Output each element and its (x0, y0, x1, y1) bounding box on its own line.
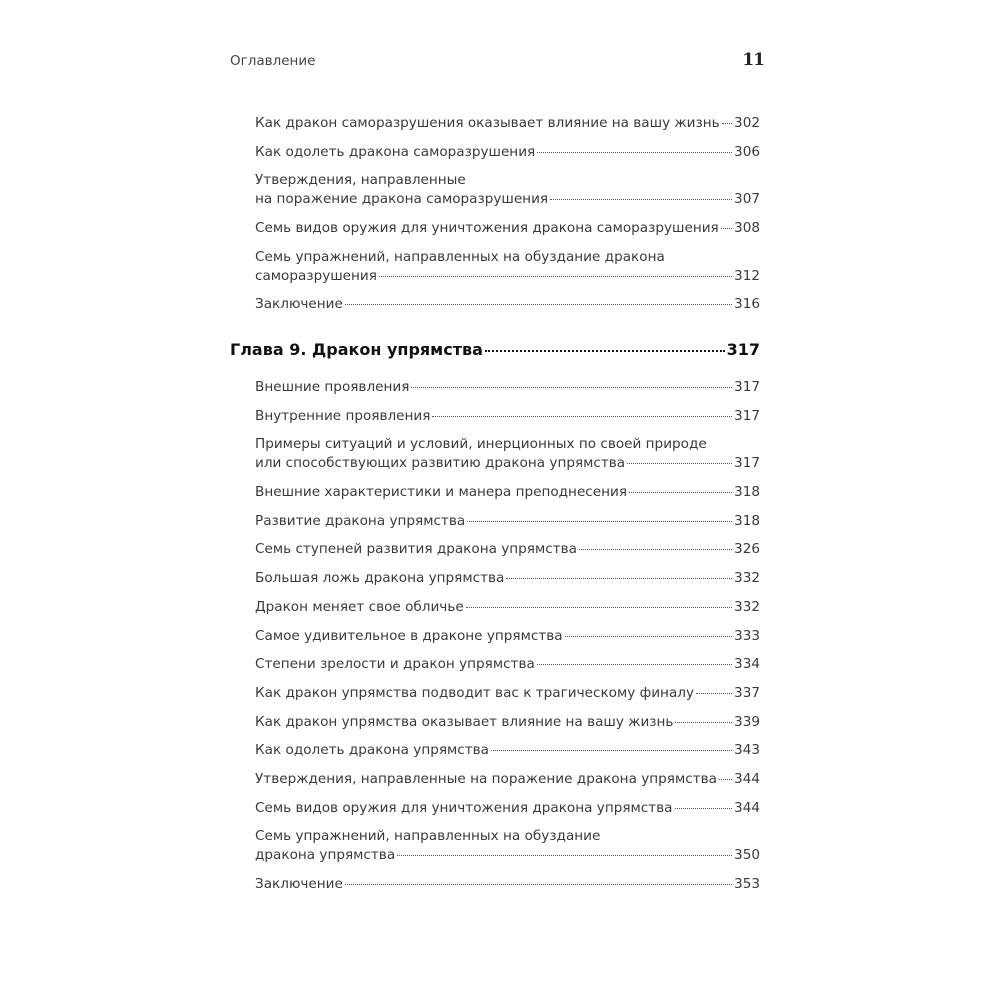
toc-entry-title-line: на поражение дракона саморазрушения (255, 191, 549, 208)
toc-entry-page: 339 (734, 713, 760, 730)
toc-entry-row (255, 655, 760, 674)
toc-entry-title-line: Утверждения, направленные (255, 172, 466, 189)
dot-leader (491, 750, 732, 751)
toc-entry-title-line: или способствующих развитию дракона упрямства (255, 455, 626, 472)
toc-entry[interactable] (255, 540, 760, 559)
toc-entry-row (255, 190, 760, 209)
toc-entry[interactable] (255, 741, 760, 760)
toc-entry-title-line: Самое удивительное в драконе упрямства (255, 627, 563, 644)
toc-entry-title-line: Как одолеть дракона саморазрушения (255, 143, 536, 160)
toc-entry-page: 317 (734, 455, 760, 472)
toc-entry-row (255, 713, 760, 732)
toc-entry-page: 306 (734, 143, 760, 160)
toc-entry-title-line: Степени зрелости и дракон упрямства (255, 656, 535, 673)
dot-leader (719, 779, 732, 780)
dot-leader (432, 416, 732, 417)
toc-entry-row (255, 454, 760, 473)
toc-entry[interactable] (255, 875, 760, 894)
toc-entry-title-line: Семь упражнений, направленных на обуздание дракона (255, 248, 665, 265)
dot-leader (345, 884, 732, 885)
toc-entry-title-line: Как дракон упрямства подводит вас к трагическому финалу (255, 684, 695, 701)
toc-entry[interactable] (255, 598, 760, 617)
toc-entry-row (255, 407, 760, 426)
dot-leader (537, 664, 732, 665)
toc-entry-title-line: Заключение (255, 876, 343, 892)
dot-leader (379, 276, 732, 277)
toc-entry-title-line: Внешние характеристики и манера преподнесения (255, 484, 628, 501)
toc-entry-title-line: Утверждения, направленные на поражение дракона упрямства (255, 770, 717, 787)
toc-entry[interactable] (255, 114, 760, 133)
toc-entry-row (255, 770, 760, 789)
toc-entry-row (255, 143, 760, 162)
toc-entry[interactable] (255, 799, 760, 818)
toc-entry-row (255, 483, 760, 502)
dot-leader (696, 693, 732, 694)
toc-entry-page: 307 (734, 191, 760, 208)
toc-entry-title-line: Заключение (255, 296, 343, 313)
dot-leader (467, 521, 732, 522)
toc-chapter-heading[interactable] (230, 340, 760, 359)
toc-entry-page: 318 (734, 484, 760, 501)
toc-entry[interactable] (255, 143, 760, 162)
toc-entry[interactable] (255, 713, 760, 732)
toc-entry-page: 318 (734, 512, 760, 529)
toc-entry-row (255, 875, 760, 894)
dot-leader (550, 199, 732, 200)
dot-leader (722, 123, 732, 124)
toc-entry-page: 332 (734, 598, 760, 615)
dot-leader (411, 387, 732, 388)
toc-entry-row (255, 799, 760, 818)
toc-entry-row (255, 512, 760, 531)
toc-entry-page: 344 (734, 799, 760, 816)
toc-entry-title-line: Семь видов оружия для уничтожения дракона саморазрушения (255, 220, 719, 237)
toc-entry[interactable] (255, 627, 760, 646)
toc-entry[interactable] (255, 655, 760, 674)
toc-entry-row (255, 569, 760, 588)
running-header-title: Оглавление (230, 53, 316, 69)
toc-entry-row (255, 295, 760, 314)
toc-entry-page: 312 (734, 267, 760, 284)
toc-entry-page: 317 (734, 407, 760, 424)
dot-leader (565, 636, 732, 637)
toc-entry-row (255, 378, 760, 397)
toc-entry-page: 343 (734, 742, 760, 759)
page-number: 11 (742, 50, 764, 70)
toc-entry-title-line: дракона упрямства (255, 847, 396, 864)
toc-entry-page: 337 (734, 684, 760, 701)
toc-entry[interactable] (255, 295, 760, 314)
toc-entry[interactable] (255, 378, 760, 397)
toc-entry-title-line: Как одолеть дракона упрямства (255, 742, 490, 759)
dot-leader (629, 492, 732, 493)
dot-leader (579, 549, 732, 550)
dot-leader (675, 808, 733, 809)
toc-entry-title-line: Большая ложь дракона упрямства (255, 570, 505, 587)
toc-entry-page: 334 (734, 656, 760, 673)
toc-entry-row (255, 540, 760, 559)
chapter-page: 317 (726, 340, 760, 359)
toc-entry-row (255, 114, 760, 133)
toc-entry-page: 353 (734, 876, 760, 892)
dot-leader (485, 350, 725, 352)
toc-entry-title-line: Внутренние проявления (255, 407, 431, 424)
toc-entry-page: 344 (734, 770, 760, 787)
toc-entry[interactable] (255, 219, 760, 238)
dot-leader (506, 578, 732, 579)
toc-entry-row (255, 267, 760, 286)
toc-section-chapter-9 (255, 378, 760, 904)
toc-entry-page: 316 (734, 296, 760, 313)
dot-leader (397, 855, 732, 856)
chapter-title: Глава 9. Дракон упрямства (230, 340, 483, 359)
toc-entry-title-line: Дракон меняет свое обличье (255, 598, 464, 615)
toc-entry-page: 350 (734, 847, 760, 864)
toc-entry-title-line: Как дракон упрямства оказывает влияние на вашу жизнь (255, 713, 674, 730)
toc-entry-row (255, 741, 760, 760)
toc-entry-title-line: Семь видов оружия для уничтожения дракона упрямства (255, 799, 673, 816)
dot-leader (345, 304, 732, 305)
toc-entry-title-line: Развитие дракона упрямства (255, 512, 466, 529)
toc-entry[interactable] (255, 827, 760, 865)
toc-entry[interactable] (255, 483, 760, 502)
toc-entry-page: 317 (734, 379, 760, 395)
toc-entry-row (255, 846, 760, 865)
toc-entry-title-line: Внешние проявления (255, 379, 410, 395)
toc-entry-row (255, 684, 760, 703)
toc-entry-title-line: Примеры ситуаций и условий, инерционных по своей природе (255, 436, 707, 453)
toc-entry[interactable] (255, 407, 760, 426)
toc-entry-row (255, 219, 760, 238)
dot-leader (721, 228, 732, 229)
toc-section-previous-chapter (255, 114, 760, 324)
toc-entry[interactable] (255, 569, 760, 588)
toc-entry-title-line: Семь ступеней развития дракона упрямства (255, 541, 577, 558)
toc-entry-page: 333 (734, 627, 760, 644)
toc-entry-title-line: саморазрушения (255, 267, 377, 284)
toc-entry-page: 302 (734, 115, 760, 131)
dot-leader (466, 607, 732, 608)
dot-leader (627, 463, 732, 464)
toc-entry[interactable] (255, 248, 760, 286)
toc-entry-page: 308 (734, 220, 760, 237)
toc-entry[interactable] (255, 435, 760, 473)
toc-entry-page: 326 (734, 541, 760, 558)
toc-entry[interactable] (255, 770, 760, 789)
toc-entry[interactable] (255, 171, 760, 209)
dot-leader (537, 152, 732, 153)
toc-entry[interactable] (255, 512, 760, 531)
toc-entry-row (255, 627, 760, 646)
toc-entry-page: 332 (734, 570, 760, 587)
toc-entry-title-line: Семь упражнений, направленных на обуздание (255, 828, 601, 845)
toc-entry[interactable] (255, 684, 760, 703)
toc-entry-title-line: Как дракон саморазрушения оказывает влияние на вашу жизнь (255, 115, 720, 131)
toc-entry-row (255, 598, 760, 617)
dot-leader (675, 722, 732, 723)
